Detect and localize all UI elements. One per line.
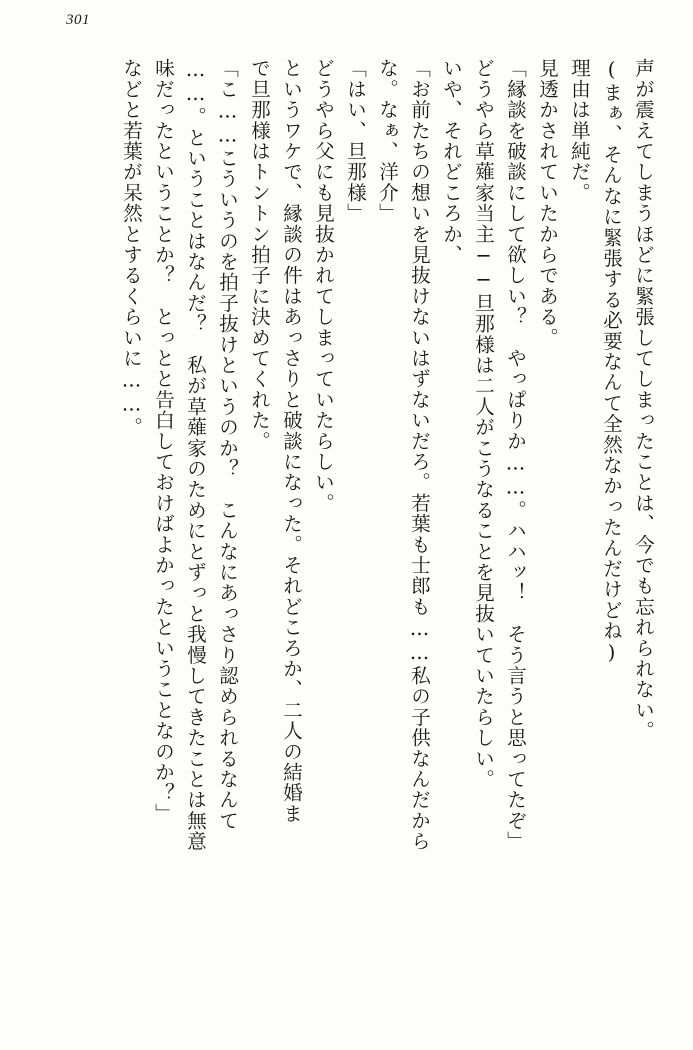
vertical-text-body [40,58,653,1003]
text-column: で旦那様はトントン拍子に決めてくれた。 [248,58,271,452]
text-column: 「縁談を破談にして欲しい？ やっぱりか……。ハハッ！ そう言うと思ってたぞ」 [504,58,527,852]
text-column: どうやら草薙家当主──旦那様は二人がこうなることを見抜いていたらしい。 [472,58,495,790]
text-column: 「こ……こういうのを拍子抜けというのか？ こんなにあっさり認められるなんて [216,58,239,831]
text-column: 声が震えてしまうほどに緊張してしまったことは、今でも忘れられない。 [632,58,655,742]
text-column: 「お前たちの想いを見抜けないはずないだろ。若葉も士郎も……私の子供なんだから [408,58,431,852]
text-column: どうやら父にも見抜かれてしまっていたらしい。 [312,58,335,514]
text-column: ……。ということはなんだ？ 私が草薙家のためにとずっと我慢してきたことは無意 [184,58,207,852]
text-column: 「はい、旦那様」 [344,58,367,224]
text-column: などと若葉が呆然とするくらいに……。 [120,58,143,438]
text-column: いや、それどころか、 [440,58,463,265]
page-number: 301 [66,12,90,28]
text-column: 見透かされていたからである。 [536,58,559,348]
text-column: な。なぁ、洋介」 [376,58,399,224]
text-column: というワケで、縁談の件はあっさりと破談になった。それどころか、二人の結婚ま [280,58,303,824]
text-column: (まぁ、そんなに緊張する必要なんて全然なかったんだけどね) [600,58,623,666]
text-column: 味だったということか？ とっとと告白しておけばよかったということなのか？」 [152,58,175,824]
text-column: 理由は単純だ。 [568,58,591,203]
